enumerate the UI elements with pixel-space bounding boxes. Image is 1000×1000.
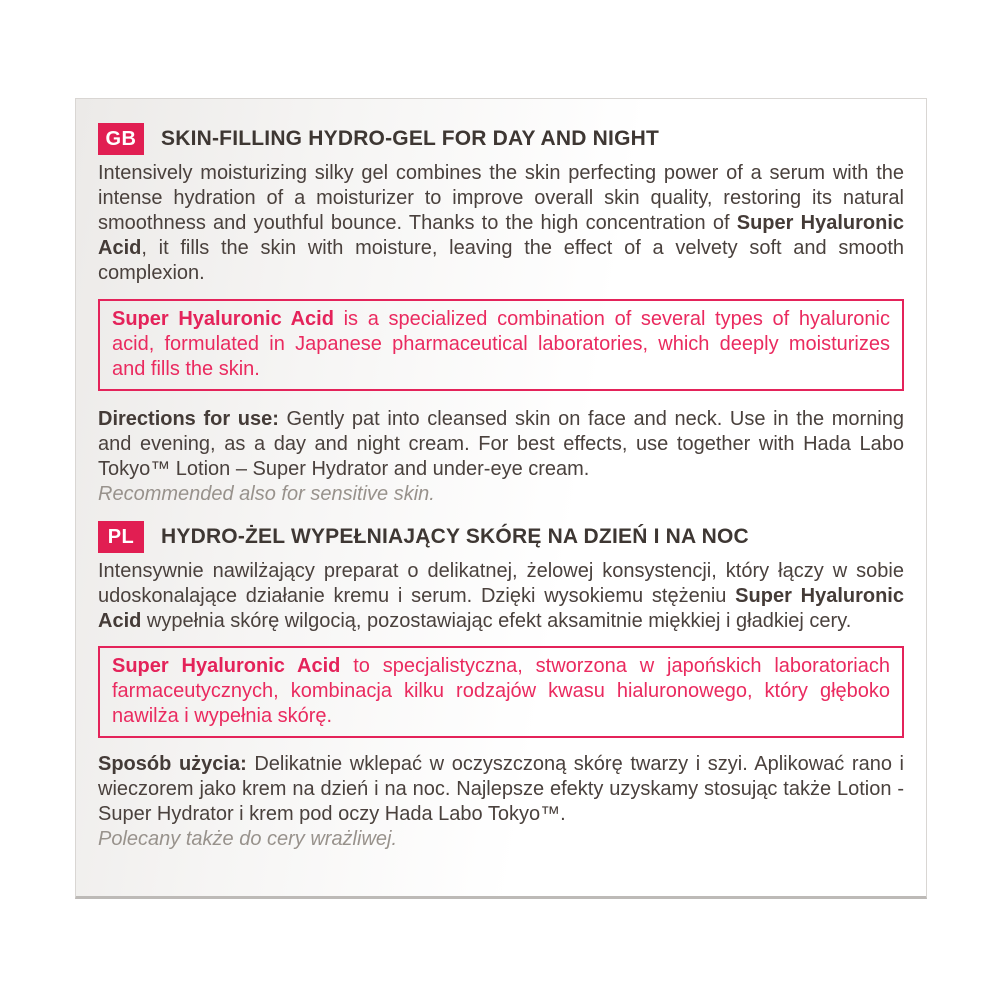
- en-highlight-box: [98, 299, 904, 391]
- pl-language-badge: PL: [98, 521, 144, 553]
- section-polish: [98, 521, 904, 852]
- pl-directions-text: Delikatnie wklepać w oczyszczoną skórę twarzy i szyi. Aplikować rano i wieczorem jako krem na dzień i na noc. Najlepsze efekty uzyskamy stosując także Lotion - Super Hydrator i krem pod oczy Hada Labo Tokyo™.: [98, 753, 904, 825]
- en-sensitive-skin-note: Recommended also for sensitive skin.: [98, 483, 435, 505]
- en-intro-text-end: , it fills the skin with moisture, leaving the effect of a velvety soft and smooth complexion.: [98, 237, 904, 284]
- pl-sensitive-skin-note: Polecany także do cery wrażliwej.: [98, 828, 398, 850]
- pl-header-row: [98, 521, 904, 553]
- en-directions-label: Directions for use:: [98, 408, 279, 430]
- en-intro-bold-ingredient: Super Hyaluronic Acid: [98, 212, 904, 259]
- en-header-row: [98, 123, 904, 155]
- en-product-title: SKIN-FILLING HYDRO-GEL FOR DAY AND NIGHT: [161, 127, 660, 150]
- pl-product-title: HYDRO-ŻEL WYPEŁNIAJĄCY SKÓRĘ NA DZIEŃ I NA NOC: [161, 525, 749, 548]
- pl-highlight-box: [98, 646, 904, 738]
- pl-intro-bold-ingredient: Super Hyaluronic Acid: [98, 585, 904, 632]
- section-english: [98, 123, 904, 507]
- pl-directions-label: Sposób użycia:: [98, 753, 247, 775]
- pl-intro-text: Intensywnie nawilżający preparat o delikatnej, żelowej konsystencji, który łączy w sobie udoskonalające działanie kremu i serum. Dzięki wysokiemu stężeniu: [98, 560, 904, 607]
- pl-directions-paragraph: [98, 752, 904, 827]
- en-directions-text: Gently pat into cleansed skin on face and neck. Use in the morning and evening, as a day and night cream. For best effects, use together with Hada Labo Tokyo™ Lotion – Super Hydrator and under-eye cream.: [98, 408, 904, 480]
- en-intro-paragraph: [98, 161, 904, 286]
- pl-intro-text-end: wypełnia skórę wilgocią, pozostawiając efekt aksamitnie miękkiej i gładkiej cery.: [141, 610, 852, 632]
- en-highlight-text: is a specialized combination of several types of hyaluronic acid, formulated in Japanese pharmaceutical laboratories, which deeply moisturizes and fills the skin.: [112, 308, 890, 380]
- en-highlight-bold-ingredient: Super Hyaluronic Acid: [112, 308, 334, 330]
- pl-highlight-bold-ingredient: Super Hyaluronic Acid: [112, 655, 341, 677]
- en-directions-paragraph: [98, 407, 904, 482]
- pl-intro-paragraph: [98, 559, 904, 634]
- en-language-badge: GB: [98, 123, 144, 155]
- en-intro-text: Intensively moisturizing silky gel combines the skin perfecting power of a serum with the intense hydration of a moisturizer to improve overall skin quality, restoring its natural smoothness and youthful bounce. Thanks to the high concentration of: [98, 162, 904, 234]
- pl-highlight-text: to specjalistyczna, stworzona w japońskich laboratoriach farmaceutycznych, kombinacja kilku rodzajów kwasu hialuronowego, który głęboko nawilża i wypełnia skórę.: [112, 655, 890, 727]
- label-card: [75, 98, 927, 899]
